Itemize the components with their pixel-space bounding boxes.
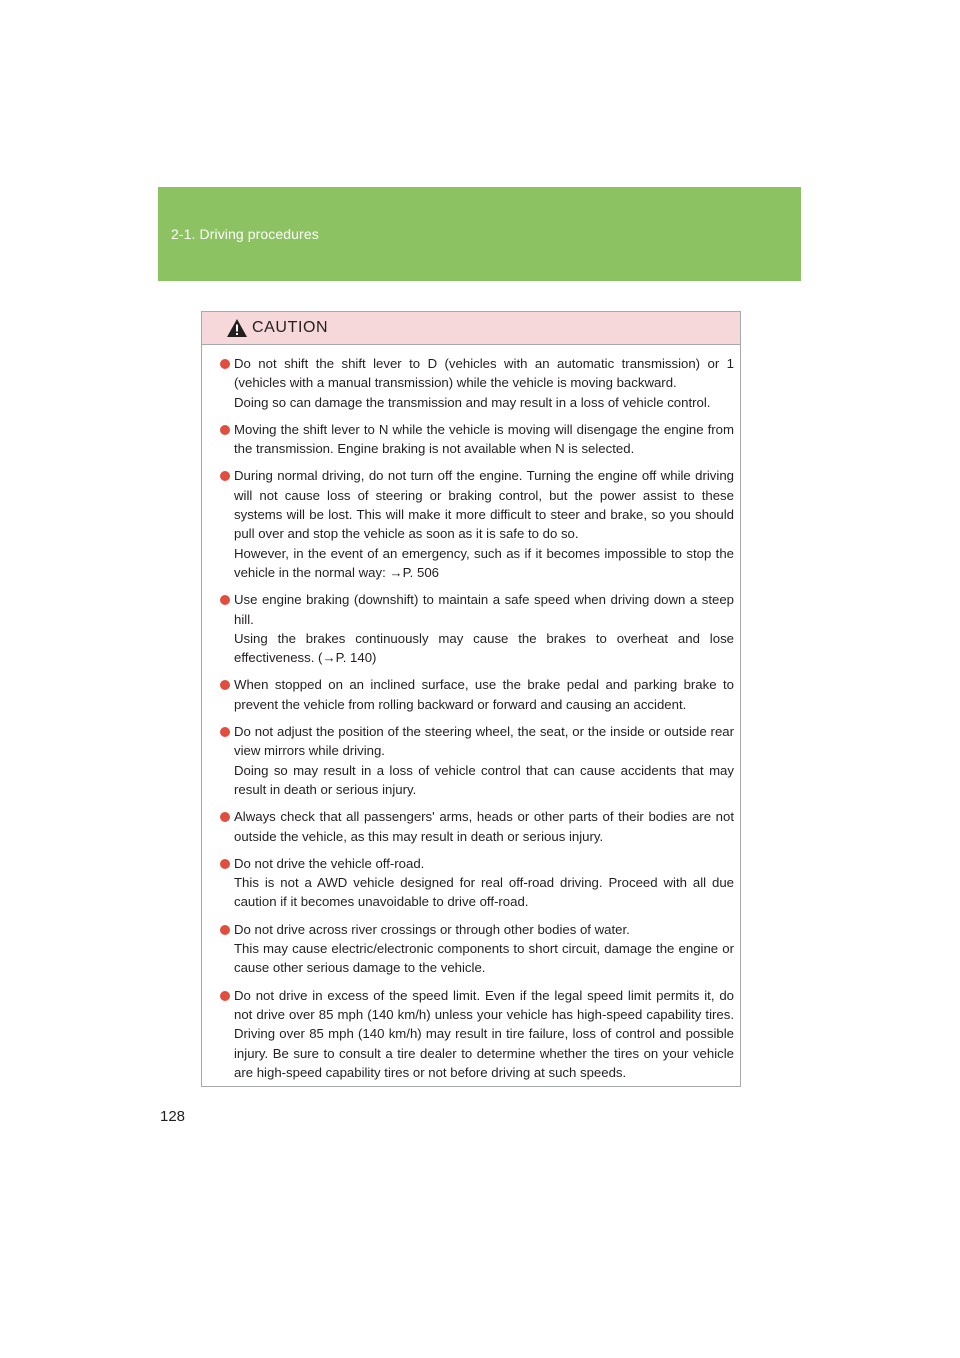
caution-text: Do not shift the shift lever to D (vehicles with an automatic transmission) or 1 (vehicles with a manual transmission) while the vehicle is moving backward.: [234, 356, 734, 391]
page-number: 128: [160, 1108, 186, 1125]
caution-text: However, in the event of an emergency, such as if it becomes impossible to stop the vehicle in the normal way: →P. 506: [234, 545, 734, 580]
bullet-icon: [220, 991, 230, 1001]
bullet-icon: [220, 595, 230, 605]
caution-text: Moving the shift lever to N while the vehicle is moving will disengage the engine from the transmission. Engine braking is not available when N is selected.: [234, 421, 734, 457]
caution-text: This may cause electric/electronic components to short circuit, damage the engine or cause other serious damage to the vehicle.: [234, 941, 734, 976]
caution-header: [202, 312, 740, 345]
caution-item: [214, 590, 734, 667]
caution-text: Do not drive across river crossings or through other bodies of water.: [234, 921, 630, 937]
caution-title: CAUTION: [252, 319, 329, 336]
bullet-icon: [220, 812, 230, 822]
caution-text: Doing so may result in a loss of vehicle control that can cause accidents that may result in death or serious injury.: [234, 762, 734, 797]
caution-item: [214, 420, 734, 459]
bullet-icon: [220, 925, 230, 935]
caution-box: [201, 311, 741, 1087]
caution-item: [214, 920, 734, 978]
caution-item: [214, 986, 734, 1082]
caution-text: Do not adjust the position of the steering wheel, the seat, or the inside or outside rear view mirrors while driving.: [234, 724, 734, 759]
caution-text: Always check that all passengers' arms, heads or other parts of their bodies are not outside the vehicle, as this may result in death or serious injury.: [234, 809, 734, 844]
caution-list: [202, 345, 740, 1082]
caution-text: Using the brakes continuously may cause the brakes to overheat and lose effectiveness. (→P. 140): [234, 630, 734, 666]
caution-item: [214, 675, 734, 714]
caution-item: [214, 854, 734, 912]
bullet-icon: [220, 425, 230, 435]
caution-text: Do not drive the vehicle off-road.: [234, 855, 425, 871]
caution-text: When stopped on an inclined surface, use the brake pedal and parking brake to prevent the vehicle from rolling backward or forward and causing an accident.: [234, 677, 734, 712]
bullet-icon: [220, 727, 230, 737]
caution-text: Do not drive in excess of the speed limit. Even if the legal speed limit permits it, do not drive over 85 mph (140 km/h) unless your vehicle has high-speed capability tires. Driving over 85 mph (140 km/h) may result in tire failure, loss of control and possible injury. Be sure to consult a tire dealer to determine whether the tires on your vehicle are high-speed capability tires or not before driving at such speeds.: [234, 987, 734, 1080]
section-title: 2-1. Driving procedures: [171, 226, 319, 242]
caution-text: This is not a AWD vehicle designed for real off-road driving. Proceed with all due caution if it becomes unavoidable to drive off-road.: [234, 875, 734, 910]
warning-triangle-icon: [226, 318, 248, 338]
bullet-icon: [220, 471, 230, 481]
caution-text: Use engine braking (downshift) to maintain a safe speed when driving down a steep hill.: [234, 592, 734, 627]
caution-text: Doing so can damage the transmission and may result in a loss of vehicle control.: [234, 394, 711, 410]
bullet-icon: [220, 359, 230, 369]
bullet-icon: [220, 680, 230, 690]
caution-text: During normal driving, do not turn off the engine. Turning the engine off while driving will not cause loss of steering or braking control, but the power assist to these systems will be lost. This will make it more difficult to steer and brake, so you should pull over and stop the vehicle as soon as it is safe to do so.: [234, 468, 734, 542]
caution-item: [214, 466, 734, 582]
caution-item: [214, 807, 734, 846]
caution-item: [214, 354, 734, 412]
caution-item: [214, 722, 734, 799]
bullet-icon: [220, 859, 230, 869]
